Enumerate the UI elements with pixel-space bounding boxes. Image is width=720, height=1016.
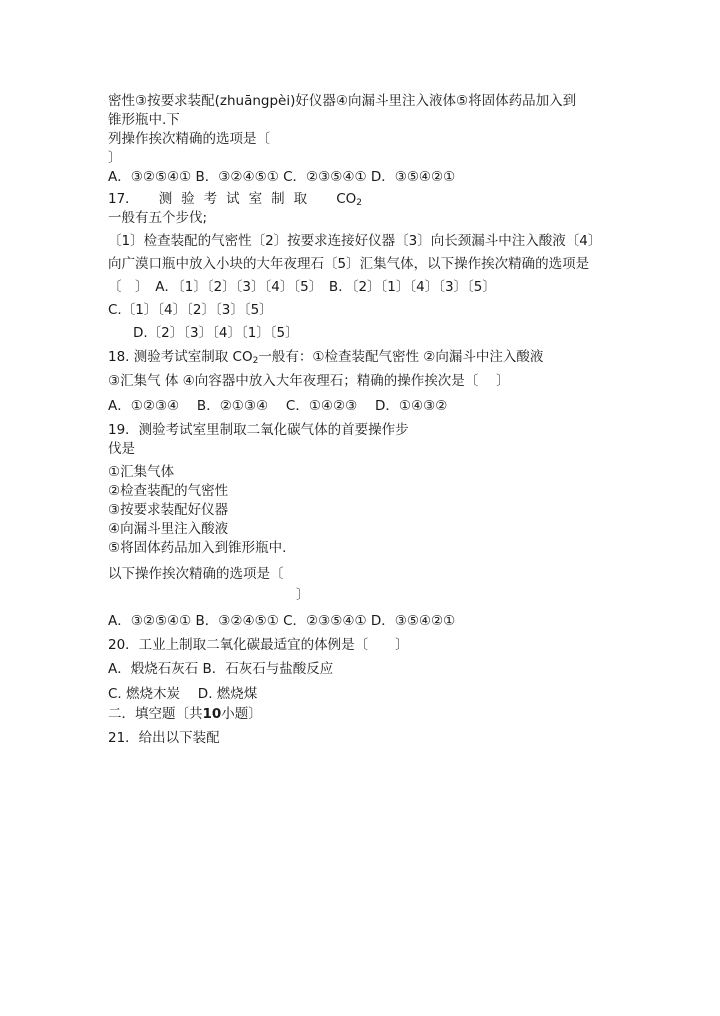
question-stem: 18. 测验考试室制取 CO — [108, 349, 253, 365]
text-line: 向广漠口瓶中放入小块的大年夜理石〔5〕汇集气体，以下操作挨次精确的选项是 — [108, 256, 590, 272]
text-line: 〔1〕检查装配的气密性〔2〕按要求连接好仪器〔3〕向长颈漏斗中注入酸液〔4〕 — [108, 233, 602, 249]
step-item: ②检查装配的气密性 — [108, 483, 229, 499]
subscript: 2 — [252, 356, 259, 366]
text-line: 〕 — [108, 150, 122, 166]
section-count: 10 — [202, 706, 222, 722]
step-item: ③按要求装配好仪器 — [108, 502, 229, 518]
question-stem: 一般有：①检查装配气密性 ②向漏斗中注入酸液 — [258, 349, 544, 365]
text-line: 〕 — [296, 587, 310, 603]
question-number: 17． — [108, 191, 139, 207]
text-line: 以下操作挨次精确的选项是〔 — [108, 566, 284, 582]
answer-options: C.〔1〕〔4〕〔2〕〔3〕〔5〕 — [108, 302, 273, 318]
answer-options: A．煅烧石灰石 B．石灰石与盐酸反应 — [108, 661, 334, 677]
answer-options: D.〔2〕〔3〕〔4〕〔1〕〔5〕 — [133, 325, 299, 341]
text-line: 列操作挨次精确的选项是〔 — [108, 131, 270, 147]
answer-options: A．①②③④ B．②①③④ C．①④②③ D．①④③② — [108, 398, 448, 414]
text-line: 20．工业上制取二氧化碳最适宜的体例是〔 〕 — [108, 637, 409, 653]
text-line: 锥形瓶中.下 — [108, 112, 180, 128]
subscript: 2 — [356, 198, 362, 208]
text-line: ③汇集气 体 ④向容器中放入大年夜理石；精确的操作挨次是〔 〕 — [108, 373, 510, 389]
step-item: ①汇集气体 — [108, 464, 175, 480]
text-line: 21．给出以下装配 — [108, 730, 220, 746]
text-line: 一般有五个步伐; — [108, 210, 208, 226]
question-18-title — [108, 348, 543, 370]
formula: CO — [336, 191, 357, 207]
section-label: 二．填空题〔共 — [108, 706, 203, 722]
step-item: ⑤将固体药品加入到锥形瓶中. — [108, 540, 287, 556]
text-line: 伐是 — [108, 441, 135, 457]
section-label: 小题〕 — [221, 706, 262, 722]
step-item: ④向漏斗里注入酸液 — [108, 521, 229, 537]
text-line: 密性③按要求装配(zhuāngpèi)好仪器④向漏斗里注入液体⑤将固体药品加入到 — [108, 93, 577, 109]
section-heading — [108, 705, 262, 723]
answer-options: A．③②⑤④① B．③②④⑤① C．②③⑤④① D．③⑤④②① — [108, 169, 456, 185]
answer-options: 〔 〕 A．〔1〕〔2〕〔3〕〔4〕〔5〕 B．〔2〕〔1〕〔4〕〔3〕〔5〕 — [108, 279, 496, 295]
question-stem: 测验考试室制取 — [158, 191, 317, 207]
answer-options: C. 燃烧木炭 D. 燃烧煤 — [108, 686, 258, 702]
text-line: 19．测验考试室里制取二氧化碳气体的首要操作步 — [108, 422, 409, 438]
answer-options: A．③②⑤④① B．③②④⑤① C．②③⑤④① D．③⑤④②① — [108, 613, 456, 629]
